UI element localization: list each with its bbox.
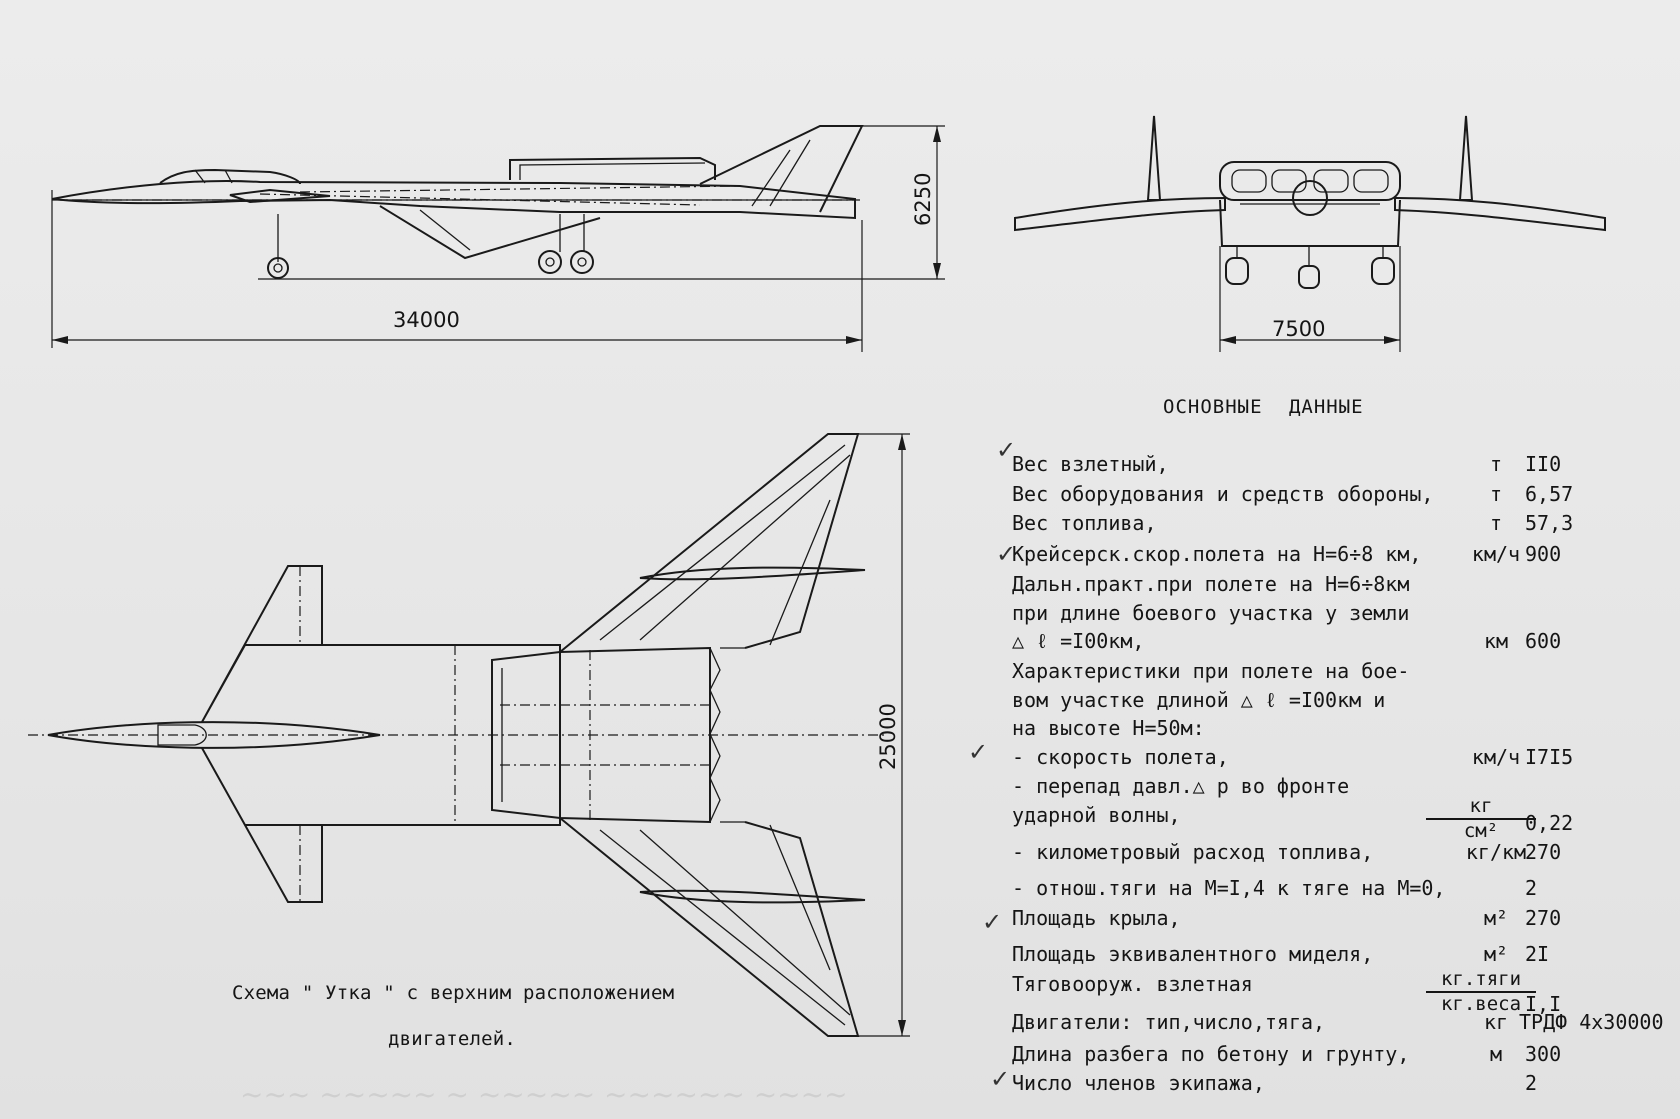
spec-label: Длина разбега по бетону и грунту, [1012,1042,1410,1066]
spec-unit: м [1489,1042,1503,1066]
spec-value: 270 [1525,840,1562,864]
length-dimension-label: 34000 [393,308,460,332]
spec-value: 57,3 [1525,511,1574,535]
spec-label: Двигатели: тип,число,тяга, [1012,1010,1326,1034]
spec-value: 900 [1525,542,1562,566]
faint-handwriting: ~~~ ~~~~~ ~ ~~~~~ ~~~~~~ ~~~~ [240,1078,848,1111]
spec-label: Площадь эквивалентного миделя, [1012,942,1374,966]
spec-label: - километровый расход топлива, [1012,840,1374,864]
fraction-denominator: см² [1463,820,1499,842]
spec-row [0,601,1680,631]
spec-row [0,1071,1680,1101]
spec-value: 270 [1525,906,1562,930]
fraction-numerator: кг [1426,795,1536,820]
spec-value: I,I [1525,992,1562,1016]
spec-unit: км/ч [1471,542,1521,566]
spec-row [0,542,1680,572]
spec-unit: м² [1483,906,1509,930]
spec-label: Тяговооруж. взлетная [1012,972,1253,996]
caption-line-1: Схема " Утка " с верхним расположением [232,982,675,1004]
spec-row [0,876,1680,906]
spec-label: - отнош.тяги на М=I,4 к тяге на М=0, [1012,876,1446,900]
spec-value: 2I [1525,942,1550,966]
spec-value: ТРДФ 4х30000 [1519,1010,1664,1034]
spec-row [0,482,1680,512]
spec-label: на высоте Н=50м: [1012,716,1205,740]
spec-label: - перепад давл.△ р во фронте [1012,774,1350,798]
spec-unit: кг/км [1465,840,1527,864]
spec-label: Крейсерск.скор.полета на Н=6÷8 км, [1012,542,1422,566]
spec-value: 0,22 [1525,811,1574,835]
check-mark-icon: ✓ [996,436,1017,464]
spec-label: при длине боевого участка у земли [1012,601,1410,625]
spec-unit: т [1489,482,1503,506]
spec-label: ударной волны, [1012,803,1181,827]
spec-row [0,629,1680,659]
spec-row [0,572,1680,602]
spec-label: △ ℓ =I00км, [1012,629,1145,653]
spec-label: Дальн.практ.при полете на Н=6÷8км [1012,572,1410,596]
spec-row [0,840,1680,870]
spec-label: Вес взлетный, [1012,452,1169,476]
spec-value: 300 [1525,1042,1562,1066]
spec-label: - скорость полета, [1012,745,1229,769]
spec-label: Площадь крыла, [1012,906,1181,930]
spec-value: II0 [1525,452,1562,476]
height-dimension-label: 6250 [911,172,935,226]
spec-label: Число членов экипажа, [1012,1071,1265,1095]
check-mark-icon: ✓ [990,1065,1011,1093]
fraction-denominator: кг.веса [1440,993,1522,1015]
spec-row [0,659,1680,689]
spec-row [0,1042,1680,1072]
spec-row [0,1010,1680,1040]
spec-unit-fraction [1426,968,1536,1015]
spec-unit: т [1489,452,1503,476]
spec-row [0,906,1680,936]
spec-row [0,745,1680,775]
spec-value: 600 [1525,629,1562,653]
spec-unit: кг [1483,1010,1509,1034]
spec-value: 2 [1525,1071,1538,1095]
spec-value: 6,57 [1525,482,1574,506]
spec-label: Вес топлива, [1012,511,1157,535]
spec-row [0,795,1680,842]
check-mark-icon: ✓ [982,908,1003,936]
spec-unit: м² [1483,942,1509,966]
spec-unit: т [1489,511,1503,535]
fraction-numerator: кг.тяги [1426,968,1536,993]
spec-value: 2 [1525,876,1538,900]
caption-line-2: двигателей. [388,1028,517,1050]
spec-unit: км [1483,629,1509,653]
check-mark-icon: ✓ [968,738,989,766]
data-section-title: ОСНОВНЫЕ ДАННЫЕ [1163,396,1364,418]
spec-row [0,968,1680,1016]
width-dimension-label: 7500 [1272,317,1326,341]
spec-row [0,511,1680,541]
spec-unit-fraction [1426,795,1536,842]
spec-label: Вес оборудования и средств обороны, [1012,482,1434,506]
spec-label: вом участке длиной △ ℓ =I00км и [1012,688,1386,712]
spec-row [0,452,1680,482]
spec-label: Характеристики при полете на бое- [1012,659,1410,683]
spec-value: I7I5 [1525,745,1574,769]
check-mark-icon: ✓ [996,540,1017,568]
spec-unit: км/ч [1471,745,1521,769]
spec-row [0,688,1680,718]
spec-row [0,716,1680,746]
span-dimension-label: 25000 [876,703,900,770]
